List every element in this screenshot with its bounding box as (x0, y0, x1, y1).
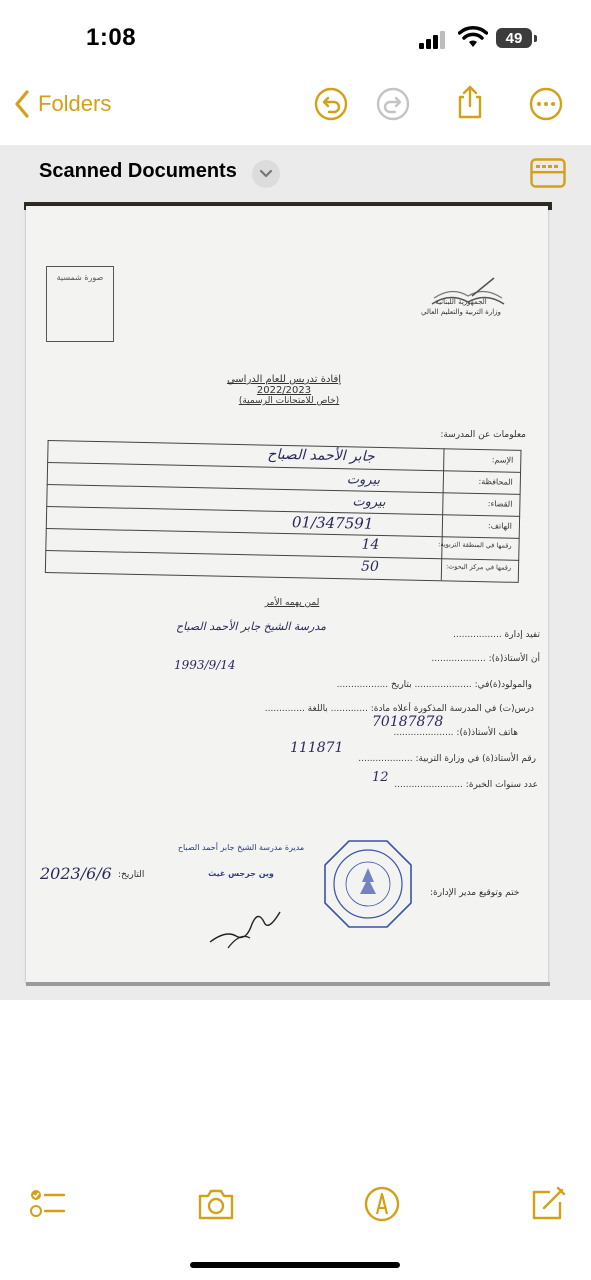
back-button[interactable] (14, 84, 111, 124)
handwritten-phone: 70187878 (372, 714, 444, 730)
handwritten-value: بيروت (346, 472, 381, 488)
official-stamp-icon (322, 838, 414, 930)
redo-icon[interactable] (375, 86, 411, 122)
body-line-years: عدد سنوات الخبرة: ........................ (394, 780, 538, 790)
seal-name: وين جرجس غيث (208, 869, 274, 878)
body-line-phone: هاتف الأستاذ(ة): ..................... (393, 728, 518, 738)
to-whom-it-may-concern: لمن يهمه الأمر (264, 598, 320, 608)
table-label: القضاء: (487, 499, 513, 509)
status-time: 1:08 (86, 24, 137, 51)
battery-level: 49 (496, 28, 532, 48)
camera-icon[interactable] (196, 1184, 236, 1224)
handwritten-value: جابر الأحمد الصباح (267, 446, 375, 465)
handwritten-school: مدرسة الشيخ جابر الأحمد الصباح (176, 620, 326, 633)
handwritten-value: 01/347591 (291, 513, 374, 533)
home-indicator[interactable] (190, 1262, 400, 1268)
chevron-left-icon (14, 90, 30, 118)
chevron-down-icon (259, 169, 273, 179)
certificate-subtitle: (خاص للامتحانات الرسمية) (238, 396, 340, 406)
undo-icon[interactable] (313, 86, 349, 122)
director-seal-text (176, 842, 306, 880)
title-menu-button[interactable] (252, 160, 280, 188)
handwritten-value: 50 (360, 558, 380, 575)
admin-signature-label: ختم وتوقيع مدير الإدارة: (430, 888, 520, 898)
school-info-table (45, 422, 522, 584)
table-label: رقمها في المنطقة التربوية: (438, 540, 512, 550)
handwritten-value: 14 (361, 536, 380, 553)
handwritten-date: 2023/6/6 (40, 864, 112, 883)
photo-box (46, 266, 114, 342)
body-line-subject: درس(ت) في المدرسة المذكورة أعلاه مادة: ............. باللغة .............. (264, 704, 534, 714)
wifi-icon (458, 26, 488, 48)
date-label: التاريخ: (118, 870, 145, 880)
body-line-registry: رقم الأستاذ(ة) في وزارة التربية: ................... (358, 754, 536, 764)
handwritten-born-date: 1993/9/14 (174, 658, 236, 672)
body-line-school: تفيد إدارة ................. (453, 630, 540, 640)
battery-icon (496, 28, 540, 50)
ministry-name (406, 298, 516, 318)
school-info-heading: معلومات عن المدرسة: (440, 430, 526, 440)
compose-icon[interactable] (528, 1184, 568, 1224)
more-icon[interactable] (528, 86, 564, 122)
certificate-title: إفادة تدريس للعام الدراسي 2022/2023 (226, 374, 342, 396)
keyboard-icon[interactable] (530, 158, 566, 188)
table-label: الهاتف: (487, 521, 513, 531)
photo-label: صورة شمسية (56, 273, 104, 282)
handwritten-registry: 111871 (290, 740, 344, 756)
markup-pen-icon[interactable] (362, 1184, 402, 1224)
table-label: الإسم: (491, 455, 514, 465)
ministry-line-1: الجمهورية اللبنانية (435, 298, 487, 306)
paper-edge (26, 982, 550, 986)
cellular-signal-icon (419, 31, 447, 49)
ministry-line-2: وزارة التربية والتعليم العالي (421, 307, 501, 316)
body-line-teacher: أن الأستاذ(ة): ................... (431, 654, 540, 664)
seal-director: مديرة مدرسة الشيخ جابر أحمد الصباح (177, 843, 305, 852)
body-line-born: والمولود(ة)في: .................... بتاريخ .................. (336, 680, 532, 690)
scanned-page[interactable] (26, 206, 548, 984)
handwritten-value: بيروت (352, 494, 386, 511)
back-label: Folders (38, 91, 112, 116)
handwritten-years: 12 (372, 770, 389, 785)
checklist-icon[interactable] (28, 1184, 68, 1224)
table-label: رقمها في مركز البحوث: (445, 562, 512, 572)
share-icon[interactable] (452, 84, 488, 120)
document-title[interactable]: Scanned Documents (39, 160, 237, 182)
table-label: المحافظة: (478, 477, 513, 487)
signature-icon (206, 902, 286, 952)
